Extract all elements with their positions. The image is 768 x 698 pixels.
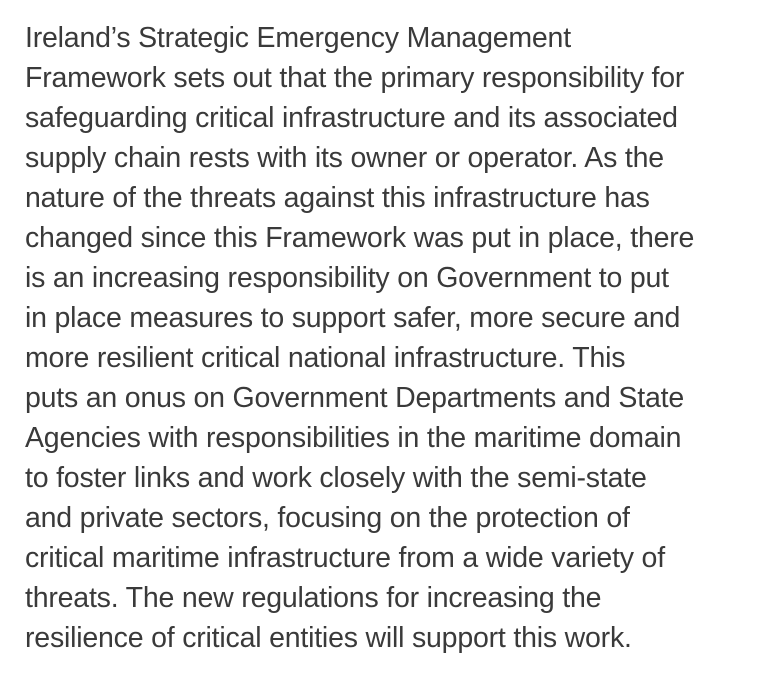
body-paragraph [25,18,755,658]
paragraph-line-6: changed since this Framework was put in place, there [25,222,695,254]
paragraph-line-5: nature of the threats against this infrastructure has [25,182,650,214]
paragraph-line-4: supply chain rests with its owner or operator. As the [25,142,664,174]
document-page [25,18,755,658]
paragraph-line-1: Ireland’s Strategic Emergency Management [25,22,571,54]
paragraph-line-9: more resilient critical national infrastructure. This [25,342,626,374]
paragraph-line-8: in place measures to support safer, more secure and [25,302,681,334]
paragraph-line-11: Agencies with responsibilities in the maritime domain [25,422,682,454]
paragraph-line-3: safeguarding critical infrastructure and its associated [25,102,678,134]
paragraph-line-7: is an increasing responsibility on Government to put [25,262,669,294]
paragraph-line-14: critical maritime infrastructure from a wide variety of [25,542,665,574]
paragraph-line-10: puts an onus on Government Departments and State [25,382,684,414]
paragraph-line-12: to foster links and work closely with the semi-state [25,462,647,494]
paragraph-line-13: and private sectors, focusing on the protection of [25,502,630,534]
paragraph-line-16: resilience of critical entities will support this work. [25,622,632,654]
paragraph-line-15: threats. The new regulations for increasing the [25,582,602,614]
paragraph-line-2: Framework sets out that the primary responsibility for [25,62,685,94]
